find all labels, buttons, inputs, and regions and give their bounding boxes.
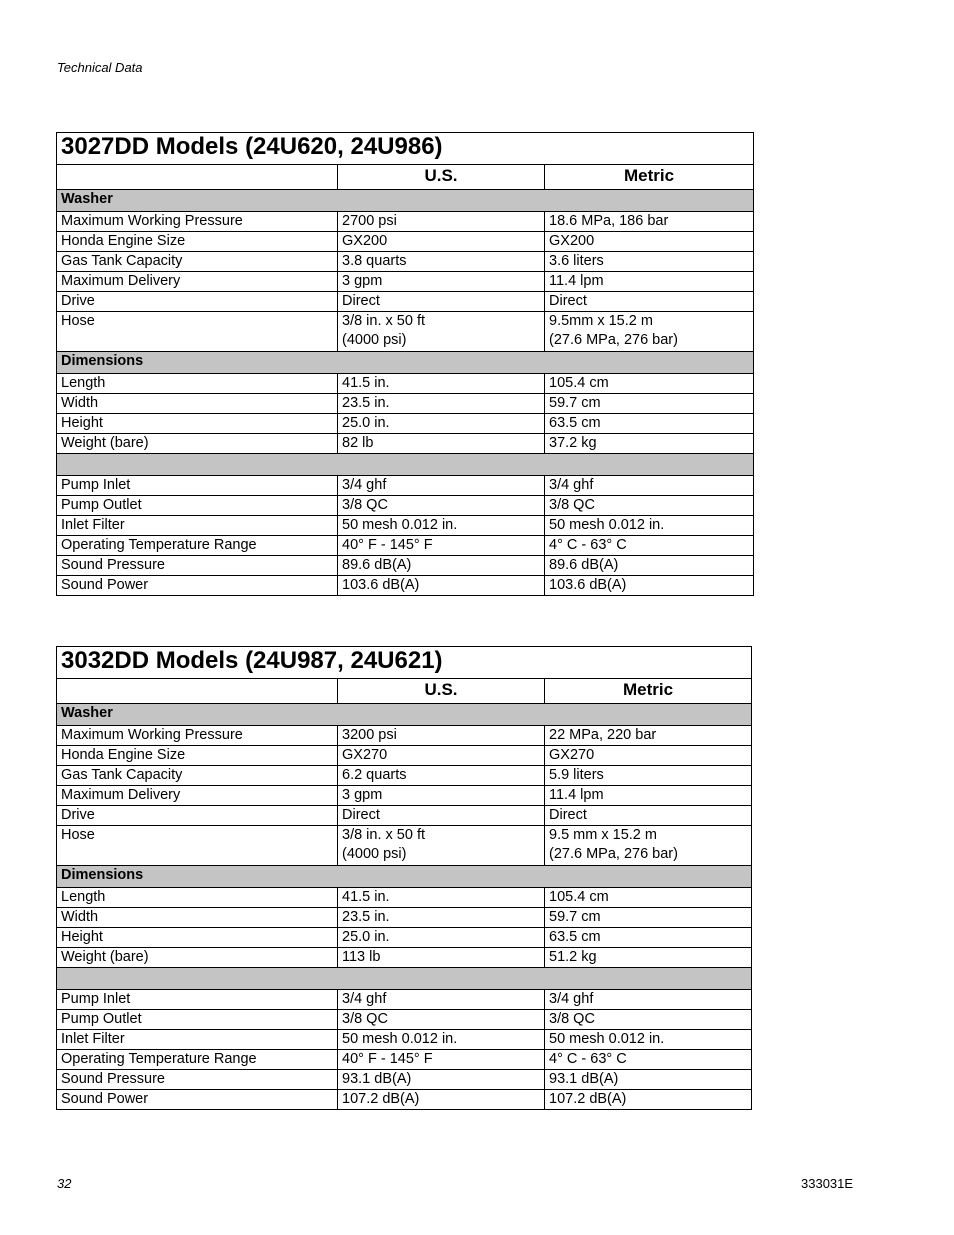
spec-value-metric: 3.6 liters — [545, 252, 754, 272]
spec-row — [57, 766, 752, 786]
spec-value-metric: 59.7 cm — [545, 394, 754, 414]
table-title: 3032DD Models (24U987, 24U621) — [57, 647, 752, 679]
spec-value-metric: 18.6 MPa, 186 bar — [545, 212, 754, 232]
spec-row — [57, 1030, 752, 1050]
spec-row — [57, 1010, 752, 1030]
spec-value-us: 89.6 dB(A) — [338, 556, 545, 576]
spec-row — [57, 476, 754, 496]
column-header-blank — [57, 679, 338, 704]
spec-row — [57, 928, 752, 948]
spec-row — [57, 272, 754, 292]
spec-value-line: 3/8 in. x 50 ft — [342, 313, 426, 329]
spec-value-us: 50 mesh 0.012 in. — [338, 1030, 545, 1050]
section-header-row — [57, 352, 754, 374]
spec-label: Height — [57, 414, 338, 434]
section-header: Dimensions — [57, 866, 752, 888]
spec-value-metric: 4° C - 63° C — [545, 1050, 752, 1070]
spec-value-metric: GX270 — [545, 746, 752, 766]
spec-label: Inlet Filter — [57, 516, 338, 536]
spec-table-3032dd — [56, 646, 752, 1110]
column-header-metric: Metric — [545, 679, 752, 704]
spec-value-metric: 50 mesh 0.012 in. — [545, 516, 754, 536]
spec-value-metric — [545, 312, 754, 352]
spec-label: Sound Pressure — [57, 556, 338, 576]
spec-value-us: 3200 psi — [338, 726, 545, 746]
spec-row — [57, 496, 754, 516]
spec-value-us: 3/4 ghf — [338, 990, 545, 1010]
spec-label: Width — [57, 908, 338, 928]
spec-row — [57, 556, 754, 576]
spec-label: Hose — [57, 312, 338, 352]
spec-row — [57, 374, 754, 394]
spec-value-us: 82 lb — [338, 434, 545, 454]
spec-table-3027dd — [56, 132, 754, 596]
spec-label: Honda Engine Size — [57, 746, 338, 766]
spec-value-metric: 105.4 cm — [545, 374, 754, 394]
spec-row — [57, 990, 752, 1010]
section-header-row — [57, 190, 754, 212]
section-header-row — [57, 866, 752, 888]
spec-value-line: 3/8 in. x 50 ft — [342, 827, 426, 843]
column-header-us: U.S. — [338, 679, 545, 704]
spec-value-us: 25.0 in. — [338, 928, 545, 948]
spec-row — [57, 1090, 752, 1110]
spec-label: Maximum Working Pressure — [57, 212, 338, 232]
spec-label: Operating Temperature Range — [57, 1050, 338, 1070]
spec-label: Pump Outlet — [57, 496, 338, 516]
spec-row — [57, 434, 754, 454]
spec-value-metric: 3/4 ghf — [545, 990, 752, 1010]
page-number: 32 — [57, 1176, 72, 1191]
spec-row — [57, 414, 754, 434]
section-header: Washer — [57, 190, 754, 212]
spec-label: Weight (bare) — [57, 948, 338, 968]
spec-value-us: 40° F - 145° F — [338, 1050, 545, 1070]
spec-value-us: GX200 — [338, 232, 545, 252]
spec-label: Weight (bare) — [57, 434, 338, 454]
spec-label: Maximum Working Pressure — [57, 726, 338, 746]
spec-value-metric: 3/4 ghf — [545, 476, 754, 496]
spec-value-us — [338, 312, 545, 352]
spec-label: Length — [57, 888, 338, 908]
spec-label: Pump Outlet — [57, 1010, 338, 1030]
spec-value-metric: 11.4 lpm — [545, 272, 754, 292]
spec-row — [57, 394, 754, 414]
spec-label: Sound Power — [57, 576, 338, 596]
column-header-us: U.S. — [338, 165, 545, 190]
spec-row — [57, 292, 754, 312]
spec-label: Gas Tank Capacity — [57, 766, 338, 786]
spec-value-us: 2700 psi — [338, 212, 545, 232]
table-title: 3027DD Models (24U620, 24U986) — [57, 133, 754, 165]
spec-label: Drive — [57, 806, 338, 826]
spec-value-metric: 5.9 liters — [545, 766, 752, 786]
section-header-row — [57, 968, 752, 990]
spec-value-metric: 3/8 QC — [545, 1010, 752, 1030]
spec-value-metric: 107.2 dB(A) — [545, 1090, 752, 1110]
spec-value-us: 41.5 in. — [338, 888, 545, 908]
spec-row — [57, 212, 754, 232]
spec-value-metric: 93.1 dB(A) — [545, 1070, 752, 1090]
spec-value-metric: 51.2 kg — [545, 948, 752, 968]
column-header-row — [57, 679, 752, 704]
spec-row — [57, 516, 754, 536]
spec-value-us — [338, 826, 545, 866]
spec-value-metric: 3/8 QC — [545, 496, 754, 516]
spec-value-metric: 89.6 dB(A) — [545, 556, 754, 576]
section-header: Dimensions — [57, 352, 754, 374]
spec-value-metric: 63.5 cm — [545, 928, 752, 948]
spec-row — [57, 826, 752, 866]
running-header: Technical Data — [57, 60, 143, 75]
spec-value-metric: Direct — [545, 806, 752, 826]
spec-value-us: 3/8 QC — [338, 496, 545, 516]
column-header-blank — [57, 165, 338, 190]
spec-value-us: 3 gpm — [338, 272, 545, 292]
spec-row — [57, 252, 754, 272]
document-number: 333031E — [801, 1176, 854, 1191]
spec-value-us: 25.0 in. — [338, 414, 545, 434]
spec-label: Inlet Filter — [57, 1030, 338, 1050]
spec-label: Width — [57, 394, 338, 414]
spec-value-line: (4000 psi) — [342, 332, 407, 348]
spec-value-us: 3 gpm — [338, 786, 545, 806]
spec-row — [57, 726, 752, 746]
spec-value-us: 23.5 in. — [338, 394, 545, 414]
spec-value-us: 113 lb — [338, 948, 545, 968]
spec-value-metric: 50 mesh 0.012 in. — [545, 1030, 752, 1050]
section-header — [57, 968, 752, 990]
spec-value-us: 3/8 QC — [338, 1010, 545, 1030]
spec-label: Sound Pressure — [57, 1070, 338, 1090]
spec-value-line: (27.6 MPa, 276 bar) — [549, 846, 678, 862]
spec-value-us: Direct — [338, 292, 545, 312]
spec-value-line: 9.5 mm x 15.2 m — [549, 827, 657, 843]
spec-value-us: 3/4 ghf — [338, 476, 545, 496]
spec-row — [57, 948, 752, 968]
spec-value-metric: 22 MPa, 220 bar — [545, 726, 752, 746]
spec-label: Honda Engine Size — [57, 232, 338, 252]
spec-value-line: 9.5mm x 15.2 m — [549, 313, 653, 329]
spec-row — [57, 746, 752, 766]
spec-label: Pump Inlet — [57, 990, 338, 1010]
spec-value-us: 6.2 quarts — [338, 766, 545, 786]
spec-value-metric: GX200 — [545, 232, 754, 252]
spec-value-metric: 63.5 cm — [545, 414, 754, 434]
spec-label: Length — [57, 374, 338, 394]
section-header — [57, 454, 754, 476]
spec-value-us: 23.5 in. — [338, 908, 545, 928]
spec-value-line: (27.6 MPa, 276 bar) — [549, 332, 678, 348]
section-header: Washer — [57, 704, 752, 726]
spec-label: Maximum Delivery — [57, 272, 338, 292]
spec-row — [57, 908, 752, 928]
spec-value-metric: 59.7 cm — [545, 908, 752, 928]
section-header-row — [57, 704, 752, 726]
spec-label: Gas Tank Capacity — [57, 252, 338, 272]
section-header-row — [57, 454, 754, 476]
table-title-row — [57, 133, 754, 165]
spec-row — [57, 806, 752, 826]
spec-value-us: 103.6 dB(A) — [338, 576, 545, 596]
spec-label: Drive — [57, 292, 338, 312]
table-title-row — [57, 647, 752, 679]
spec-row — [57, 1070, 752, 1090]
spec-value-metric: 103.6 dB(A) — [545, 576, 754, 596]
spec-row — [57, 576, 754, 596]
spec-value-metric: 37.2 kg — [545, 434, 754, 454]
column-header-metric: Metric — [545, 165, 754, 190]
spec-row — [57, 888, 752, 908]
spec-label: Operating Temperature Range — [57, 536, 338, 556]
spec-row — [57, 312, 754, 352]
spec-row — [57, 786, 752, 806]
spec-value-metric: 4° C - 63° C — [545, 536, 754, 556]
spec-row — [57, 536, 754, 556]
spec-value-line: (4000 psi) — [342, 846, 407, 862]
spec-value-us: 50 mesh 0.012 in. — [338, 516, 545, 536]
spec-row — [57, 232, 754, 252]
spec-label: Hose — [57, 826, 338, 866]
spec-value-us: 107.2 dB(A) — [338, 1090, 545, 1110]
spec-label: Sound Power — [57, 1090, 338, 1110]
spec-value-metric — [545, 826, 752, 866]
spec-label: Maximum Delivery — [57, 786, 338, 806]
spec-value-us: 40° F - 145° F — [338, 536, 545, 556]
spec-value-us: GX270 — [338, 746, 545, 766]
spec-value-us: 93.1 dB(A) — [338, 1070, 545, 1090]
spec-value-metric: 11.4 lpm — [545, 786, 752, 806]
spec-value-us: 3.8 quarts — [338, 252, 545, 272]
spec-value-metric: Direct — [545, 292, 754, 312]
spec-value-metric: 105.4 cm — [545, 888, 752, 908]
spec-label: Height — [57, 928, 338, 948]
column-header-row — [57, 165, 754, 190]
spec-label: Pump Inlet — [57, 476, 338, 496]
spec-value-us: 41.5 in. — [338, 374, 545, 394]
spec-row — [57, 1050, 752, 1070]
spec-value-us: Direct — [338, 806, 545, 826]
